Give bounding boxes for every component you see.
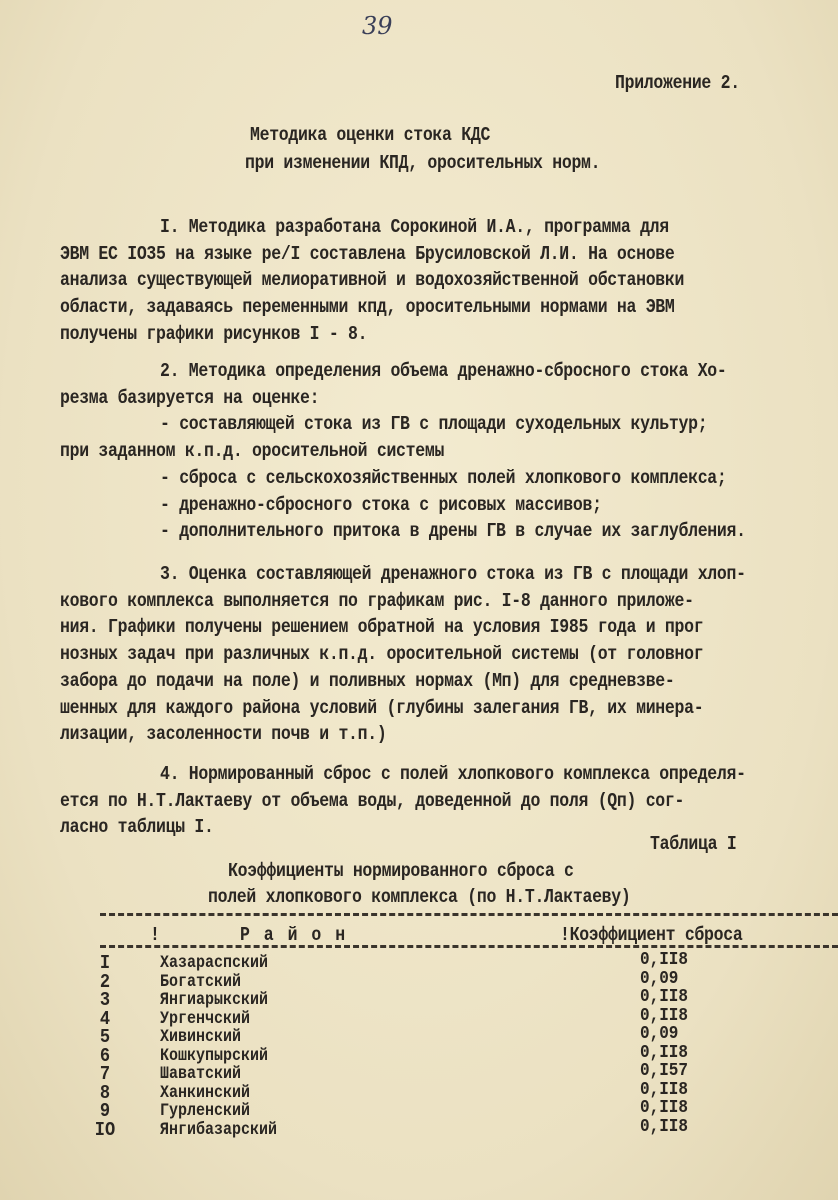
paragraph2-line: 2. Методика определения объема дренажно-сбросного стока Хо- <box>160 360 727 382</box>
table-header-rule <box>100 945 838 948</box>
paragraph2-line: - составляющей стока из ГВ с площади суходельных культур; <box>160 413 708 436</box>
row-district: Янгиарыкский <box>160 990 269 1010</box>
paragraph3-line: 3. Оценка составляющей дренажного стока из ГВ с площади хлоп- <box>160 563 746 585</box>
paragraph3-line: шенных для каждого района условий (глубины залегания ГВ, их минера- <box>60 696 704 719</box>
paragraph4-line: 4. Нормированный сброс с полей хлопкового комплекса определя- <box>160 763 746 785</box>
table-title-line: Коэффициенты нормированного сброса с <box>228 860 574 882</box>
table-title-line: полей хлопкового комплекса (по Н.Т.Лактаеву) <box>208 886 631 908</box>
row-coefficient: 0,I57 <box>640 1060 689 1081</box>
table-header-district: Р а й о н <box>240 924 348 946</box>
paragraph1-line: получены графики рисунков I - 8. <box>60 322 368 345</box>
paragraph3-line: ния. Графики получены решением обратной на условия I985 года и прог <box>60 616 704 639</box>
paragraph2-line: при заданном к.п.д. оросительной системы <box>60 440 445 462</box>
row-coefficient: 0,II8 <box>640 949 689 970</box>
paragraph1-line: ЭВМ ЕС IO35 на языке pe/I составлена Брусиловской Л.И. На основе <box>60 242 675 265</box>
paragraph2-line: резма базируется на оценке: <box>60 386 320 409</box>
row-district: Хивинский <box>160 1027 242 1047</box>
row-district: Богатский <box>160 971 242 992</box>
paragraph2-line: - дренажно-сбросного стока с рисовых массивов; <box>160 493 602 516</box>
row-number: I <box>99 953 111 975</box>
row-coefficient: 0,09 <box>640 967 679 989</box>
row-coefficient: 0,II8 <box>640 1097 689 1118</box>
table-label: Таблица I <box>650 833 737 855</box>
row-district: Гурленский <box>160 1101 251 1121</box>
row-number: IO <box>94 1119 116 1142</box>
row-district: Ургенчский <box>160 1008 251 1029</box>
row-number: 9 <box>99 1101 111 1123</box>
row-coefficient: 0,II8 <box>640 1078 689 1100</box>
paragraph1-line: анализа существующей мелиоративной и водохозяйственной обстановки <box>60 269 685 292</box>
table-header-marker: ! <box>150 924 160 946</box>
paragraph3-line: нозных задач при различных к.п.д. оросительной системы (от головног <box>60 643 704 665</box>
table-header-coefficient: !Коэффициент сброса <box>560 924 743 946</box>
paragraph3-line: кового комплекса выполняется по графикам рис. I-8 данного приложе- <box>60 589 694 612</box>
title-line: Методика оценки стока КДС <box>250 124 491 146</box>
row-coefficient: 0,II8 <box>640 1115 689 1137</box>
row-coefficient: 0,II8 <box>640 1004 689 1026</box>
handwritten-page-number: 39 <box>362 12 393 40</box>
row-district: Шаватский <box>160 1064 242 1084</box>
paragraph2-line: - сброса с сельскохозяйственных полей хлопкового комплекса; <box>160 466 727 489</box>
row-coefficient: 0,II8 <box>640 1041 689 1063</box>
row-number: 5 <box>99 1027 111 1049</box>
paragraph4-line: ласно таблицы I. <box>60 816 214 839</box>
appendix-label: Приложение 2. <box>615 72 740 94</box>
title-line: при изменении КПД, оросительных норм. <box>245 152 601 174</box>
paragraph3-line: забора до подачи на поле) и поливных нормах (Mп) для средневзве- <box>60 669 675 692</box>
paragraph1-line: I. Методика разработана Сорокиной И.А., программа для <box>160 216 669 238</box>
paragraph1-line: области, задаваясь переменными кпд, оросительными нормами на ЭВМ <box>60 296 675 318</box>
row-number: 2 <box>99 971 111 994</box>
row-number: 3 <box>99 990 111 1012</box>
paragraph4-line: ется по Н.Т.Лактаеву от объема воды, доведенной до поля (Qп) сог- <box>60 789 685 812</box>
row-district: Ханкинский <box>160 1082 251 1103</box>
table-top-rule <box>100 913 838 916</box>
row-district: Кошкупырский <box>160 1045 269 1066</box>
paragraph3-line: лизации, засоленности почв и т.п.) <box>60 723 387 746</box>
row-number: 7 <box>99 1064 111 1086</box>
paragraph2-line: - дополнительного притока в дрены ГВ в случае их заглубления. <box>160 520 746 543</box>
row-district: Янгибазарский <box>160 1119 278 1140</box>
row-coefficient: 0,II8 <box>640 986 689 1007</box>
row-number: 6 <box>99 1045 111 1068</box>
row-coefficient: 0,09 <box>640 1023 679 1044</box>
row-number: 4 <box>99 1008 111 1031</box>
row-number: 8 <box>99 1082 111 1105</box>
row-district: Хазараспский <box>160 953 269 973</box>
